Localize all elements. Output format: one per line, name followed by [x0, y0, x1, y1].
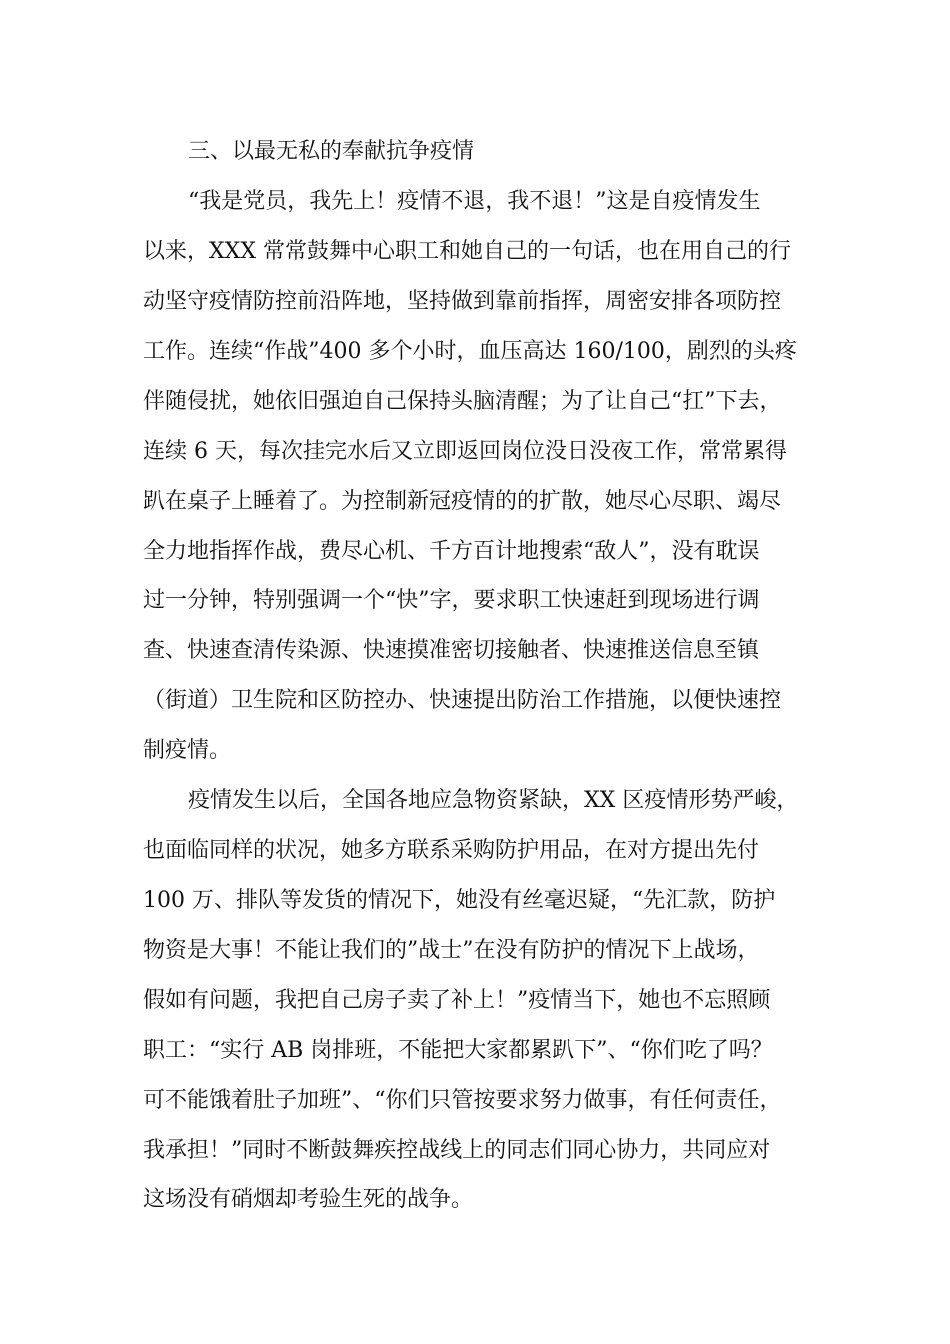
paragraph-line: 也面临同样的状况，她多方联系采购防护用品，在对方提出先付: [143, 838, 760, 863]
paragraph-line: 动坚守疫情防控前沿阵地，坚持做到靠前指挥，周密安排各项防控: [143, 289, 782, 314]
paragraph-line: 物资是大事！不能让我们的”战士”在没有防护的情况下上战场，: [143, 938, 760, 963]
paragraph-line: 疫情发生以后，全国各地应急物资紧缺，XX 区疫情形势严峻，: [188, 788, 799, 813]
paragraph-line: 伴随侵扰，她依旧强迫自己保持头脑清醒；为了让自己“扛”下去，: [143, 389, 782, 414]
paragraph-line: 过一分钟，特别强调一个“快”字，要求职工快速赶到现场进行调: [143, 588, 760, 613]
paragraph-line: 我承担！”同时不断鼓舞疾控战线上的同志们同心协力，共同应对: [143, 1138, 771, 1163]
paragraph-line: （街道）卫生院和区防控办、快速提出防治工作措施，以便快速控: [143, 688, 782, 713]
paragraph-line: 连续 6 天，每次挂完水后又立即返回岗位没日没夜工作，常常累得: [143, 439, 787, 464]
paragraph-line: 假如有问题，我把自己房子卖了补上！”疫情当下，她也不忘照顾: [143, 988, 771, 1013]
paragraph-line: 制疫情。: [143, 738, 232, 763]
paragraph-line: 可不能饿着肚子加班”、“你们只管按要求努力做事，有任何责任，: [143, 1088, 782, 1113]
paragraph-line: 100 万、排队等发货的情况下，她没有丝毫迟疑，“先汇款，防护: [143, 888, 776, 913]
section-heading: 三、以最无私的奉献抗争疫情: [188, 139, 475, 164]
paragraph-line: 职工：“实行 AB 岗排班，不能把大家都累趴下”、“你们吃了吗？: [143, 1038, 773, 1063]
paragraph-line: 查、快速查清传染源、快速摸准密切接触者、快速推送信息至镇: [143, 638, 760, 663]
paragraph-line: 趴在桌子上睡着了。为控制新冠疫情的的扩散，她尽心尽职、竭尽: [143, 489, 782, 514]
paragraph-line: 全力地指挥作战，费尽心机、千方百计地搜索“敌人”，没有耽误: [143, 539, 760, 564]
paragraph-line: 以来，XXX 常常鼓舞中心职工和她自己的一句话，也在用自己的行: [143, 239, 791, 264]
paragraph-line: 这场没有硝烟却考验生死的战争。: [143, 1187, 474, 1212]
paragraph-line: “我是党员，我先上！疫情不退，我不退！”这是自疫情发生: [188, 189, 761, 214]
paragraph-line: 工作。连续“作战”400 多个小时，血压高达 160/100，剧烈的头疼: [143, 339, 797, 364]
